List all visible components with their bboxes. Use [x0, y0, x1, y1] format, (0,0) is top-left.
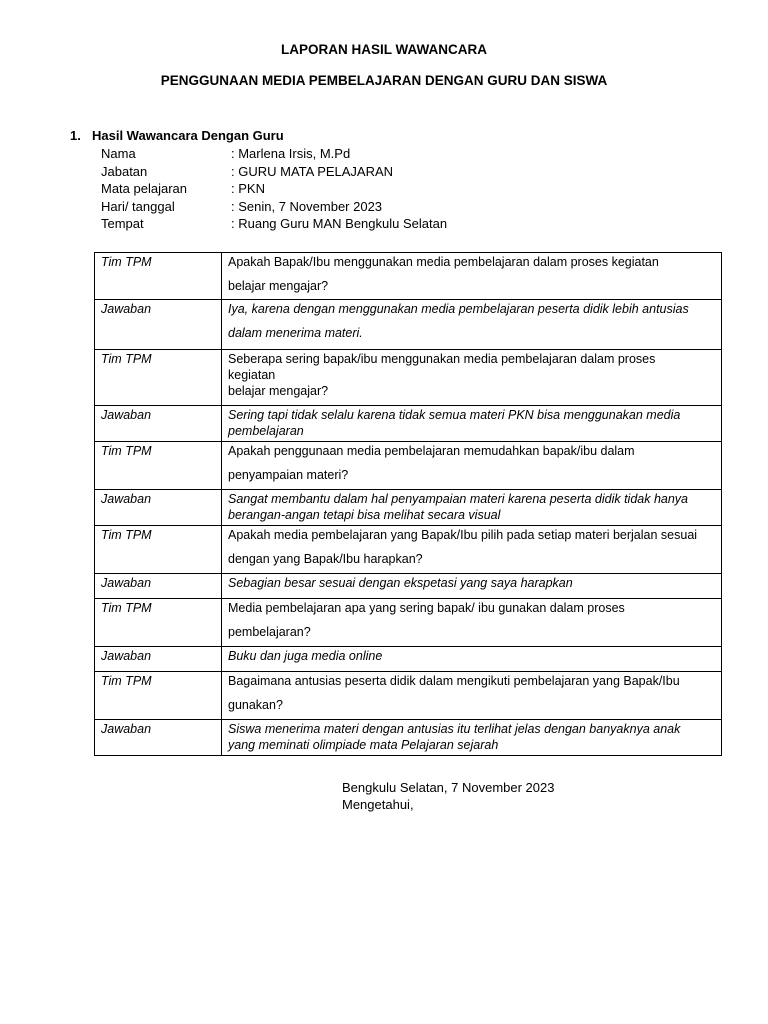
question-row: [95, 350, 722, 406]
question-text: [222, 672, 722, 720]
interview-table: [94, 252, 722, 756]
text-line: Sering tapi tidak selalu karena tidak semua materi PKN bisa menggunakan media: [228, 408, 681, 422]
text-line: gunakan?: [228, 698, 283, 712]
text-line: Sebagian besar sesuai dengan ekspetasi yang saya harapkan: [228, 576, 573, 590]
section-number: 1.: [70, 128, 81, 143]
text-line: berangan-angan tetapi bisa melihat secara visual: [228, 508, 501, 522]
text-line: Iya, karena dengan menggunakan media pembelajaran peserta didik lebih antusias: [228, 302, 689, 316]
info-label: Hari/ tanggal: [101, 198, 175, 214]
text-line: Bagaimana antusias peserta didik dalam mengikuti pembelajaran yang Bapak/Ibu: [228, 674, 680, 688]
text-line: pembelajaran?: [228, 625, 311, 639]
info-value: : GURU MATA PELAJARAN: [231, 163, 394, 179]
row-label: Tim TPM: [95, 253, 222, 300]
section-title: Hasil Wawancara Dengan Guru: [92, 128, 284, 143]
question-text: [222, 442, 722, 490]
section-heading: [70, 128, 284, 143]
text-line: belajar mengajar?: [228, 279, 329, 293]
answer-text: [222, 300, 722, 350]
text-line: dalam menerima materi.: [228, 326, 363, 340]
info-value: : Ruang Guru MAN Bengkulu Selatan: [231, 216, 448, 232]
text-line: yang meminati olimpiade mata Pelajaran sejarah: [228, 738, 499, 752]
report-subtitle: PENGGUNAAN MEDIA PEMBELAJARAN DENGAN GURU DAN SISWA: [160, 73, 608, 88]
row-label: Jawaban: [95, 490, 222, 526]
answer-text: [222, 647, 722, 672]
text-line: pembelajaran: [228, 424, 304, 438]
info-value: : Marlena Irsis, M.Pd: [231, 146, 351, 161]
text-line: kegiatan: [228, 368, 276, 382]
question-row: [95, 672, 722, 720]
answer-row: [95, 490, 722, 526]
answer-text: [222, 720, 722, 756]
text-line: belajar mengajar?: [228, 384, 329, 398]
answer-row: [95, 300, 722, 350]
signature-place-date: Bengkulu Selatan, 7 November 2023: [342, 780, 555, 795]
question-text: [222, 599, 722, 647]
row-label: Jawaban: [95, 406, 222, 442]
question-text: [222, 253, 722, 300]
info-label: Nama: [101, 146, 136, 161]
question-row: [95, 442, 722, 490]
row-label: Tim TPM: [95, 672, 222, 720]
info-label: Tempat: [101, 216, 144, 232]
question-text: [222, 526, 722, 574]
info-row: [101, 163, 447, 181]
text-line: Apakah penggunaan media pembelajaran memudahkan bapak/ibu dalam: [228, 444, 635, 458]
row-label: Jawaban: [95, 647, 222, 672]
text-line: penyampaian materi?: [228, 468, 349, 482]
answer-row: [95, 574, 722, 599]
answer-text: [222, 490, 722, 526]
text-line: Seberapa sering bapak/ibu menggunakan media pembelajaran dalam proses: [228, 352, 656, 366]
info-label: Mata pelajaran: [101, 181, 187, 197]
interviewee-info: [101, 145, 447, 233]
answer-text: [222, 406, 722, 442]
info-value: : PKN: [231, 181, 265, 197]
answer-text: [222, 574, 722, 599]
question-text: [222, 350, 722, 406]
info-row: [101, 198, 447, 216]
report-title: LAPORAN HASIL WAWANCARA: [280, 42, 487, 57]
text-line: Buku dan juga media online: [228, 649, 383, 663]
signature-block: [342, 779, 554, 813]
text-line: Siswa menerima materi dengan antusias itu terlihat jelas dengan banyaknya anak: [228, 722, 681, 736]
text-line: Sangat membantu dalam hal penyampaian materi karena peserta didik tidak hanya: [228, 492, 688, 506]
info-row: [101, 215, 447, 233]
row-label: Jawaban: [95, 300, 222, 350]
row-label: Jawaban: [95, 574, 222, 599]
signature-acknowledged: Mengetahui,: [342, 797, 414, 812]
text-line: dengan yang Bapak/Ibu harapkan?: [228, 552, 423, 566]
answer-row: [95, 406, 722, 442]
text-line: Apakah media pembelajaran yang Bapak/Ibu pilih pada setiap materi berjalan sesuai: [228, 528, 698, 542]
info-label: Jabatan: [101, 163, 148, 179]
text-line: Media pembelajaran apa yang sering bapak/ ibu gunakan dalam proses: [228, 601, 625, 615]
row-label: Tim TPM: [95, 442, 222, 490]
info-row: [101, 180, 447, 198]
answer-row: [95, 647, 722, 672]
info-row: [101, 145, 447, 163]
question-row: [95, 599, 722, 647]
row-label: Jawaban: [95, 720, 222, 756]
row-label: Tim TPM: [95, 599, 222, 647]
question-row: [95, 526, 722, 574]
answer-row: [95, 720, 722, 756]
row-label: Tim TPM: [95, 350, 222, 406]
text-line: Apakah Bapak/Ibu menggunakan media pembelajaran dalam proses kegiatan: [228, 255, 659, 269]
info-value: : Senin, 7 November 2023: [231, 198, 383, 214]
question-row: [95, 253, 722, 300]
row-label: Tim TPM: [95, 526, 222, 574]
